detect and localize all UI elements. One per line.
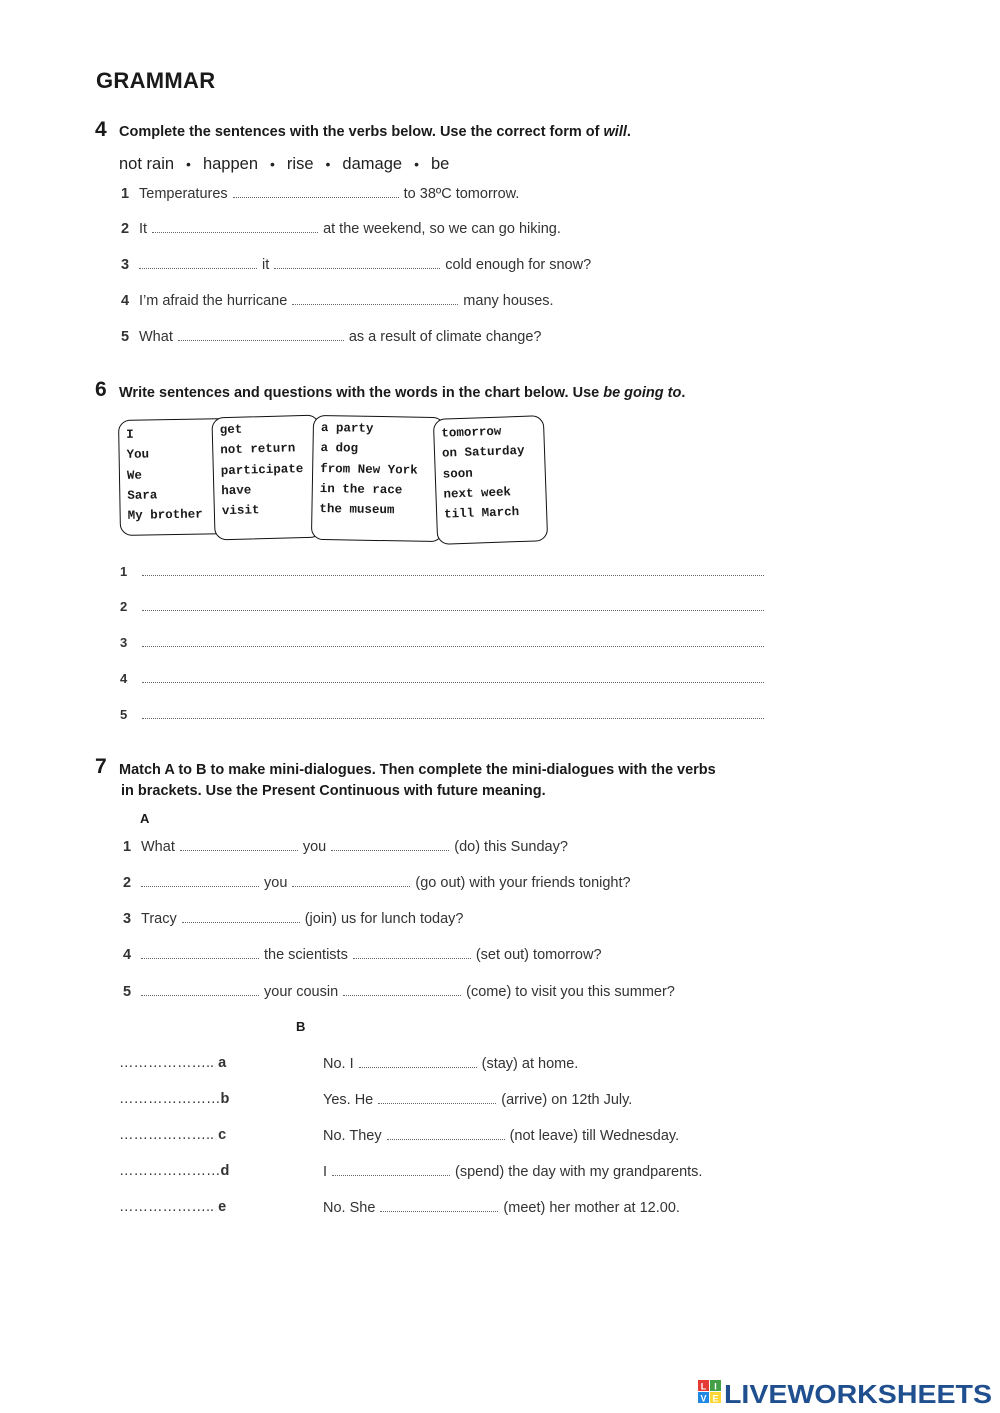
answer-blank[interactable] [141, 946, 259, 959]
liveworksheets-logo[interactable] [698, 1378, 994, 1408]
ex6-line-1: 1 [120, 563, 769, 579]
answer-blank[interactable] [343, 983, 461, 996]
answer-blank[interactable] [233, 185, 399, 198]
svg-text:L: L [700, 1381, 707, 1392]
answer-blank[interactable] [378, 1091, 496, 1104]
ex7-b-item-b: Yes. He (arrive) on 12th July. [323, 1092, 633, 1108]
column-a-label: A [140, 811, 150, 826]
answer-blank[interactable] [180, 838, 298, 851]
ex6-line-2: 2 [120, 598, 769, 614]
ex7-b-match-d[interactable]: …………………d [119, 1163, 230, 1179]
exercise-6-instruction: Write sentences and questions with the words in the chart below. Use be going to. [119, 385, 686, 401]
chart-column-subjects: I You We Sara My brother [118, 418, 232, 536]
answer-blank[interactable] [182, 910, 300, 923]
ex7-b-item-a: No. I (stay) at home. [323, 1056, 579, 1072]
ex4-item-5: 5 What as a result of climate change? [121, 329, 542, 345]
page-title: GRAMMAR [96, 68, 216, 93]
ex4-item-1: 1 Temperatures to 38ºC tomorrow. [121, 186, 520, 202]
svg-text:V: V [700, 1393, 707, 1404]
answer-blank[interactable] [292, 292, 458, 305]
answer-blank[interactable] [332, 1163, 450, 1176]
ex6-line-3: 3 [120, 634, 769, 650]
ex7-b-item-c: No. They (not leave) till Wednesday. [323, 1128, 680, 1144]
answer-line[interactable] [142, 563, 764, 576]
ex7-a-item-4: 4 the scientists (set out) tomorrow? [123, 947, 602, 963]
exercise-6-number: 6 [95, 378, 107, 401]
answer-blank[interactable] [141, 983, 259, 996]
ex4-item-4: 4 I’m afraid the hurricane many houses. [121, 293, 554, 309]
exercise-4-instruction: Complete the sentences with the verbs below. Use the correct form of will. [119, 124, 631, 140]
answer-blank[interactable] [141, 874, 259, 887]
word-bank: not rain • happen • rise • damage • be [119, 155, 450, 173]
ex7-a-item-2: 2 you (go out) with your friends tonight? [123, 875, 631, 891]
ex4-item-2: 2 It at the weekend, so we can go hiking. [121, 221, 561, 237]
ex6-line-5: 5 [120, 706, 769, 722]
ex7-a-item-5: 5 your cousin (come) to visit you this summer? [123, 984, 675, 1000]
answer-blank[interactable] [274, 256, 440, 269]
liveworksheets-mark-icon [698, 1378, 994, 1408]
answer-blank[interactable] [387, 1127, 505, 1140]
answer-line[interactable] [142, 670, 764, 683]
answer-line[interactable] [142, 598, 764, 611]
exercise-7-instruction-line1: Match A to B to make mini-dialogues. Then complete the mini-dialogues with the verbs [119, 762, 716, 778]
svg-text:LIVEWORKSHEETS: LIVEWORKSHEETS [724, 1379, 992, 1408]
ex4-item-3: 3 it cold enough for snow? [121, 257, 592, 273]
ex7-a-item-3: 3 Tracy (join) us for lunch today? [123, 911, 464, 927]
exercise-7-instruction-line2: in brackets. Use the Present Continuous with future meaning. [121, 783, 546, 799]
answer-blank[interactable] [152, 220, 318, 233]
ex7-b-match-c[interactable]: ……………….. c [119, 1127, 227, 1143]
answer-blank[interactable] [331, 838, 449, 851]
answer-blank[interactable] [380, 1199, 498, 1212]
answer-line[interactable] [142, 706, 764, 719]
svg-text:I: I [714, 1381, 717, 1392]
chart-column-objects: a party a dog from New York in the race the museum [311, 415, 445, 542]
ex7-b-item-e: No. She (meet) her mother at 12.00. [323, 1200, 680, 1216]
column-b-label: B [296, 1019, 306, 1034]
answer-blank[interactable] [139, 256, 257, 269]
ex7-b-item-d: I (spend) the day with my grandparents. [323, 1164, 703, 1180]
answer-blank[interactable] [178, 328, 344, 341]
exercise-4-number: 4 [95, 118, 107, 141]
ex7-a-item-1: 1 What you (do) this Sunday? [123, 839, 568, 855]
ex7-b-match-a[interactable]: ……………….. a [119, 1055, 227, 1071]
answer-blank[interactable] [359, 1055, 477, 1068]
ex7-b-match-e[interactable]: ……………….. e [119, 1199, 227, 1215]
answer-blank[interactable] [292, 874, 410, 887]
ex6-line-4: 4 [120, 670, 769, 686]
chart-column-time: tomorrow on Saturday soon next week till March [433, 415, 548, 545]
ex7-b-match-b[interactable]: …………………b [119, 1091, 230, 1107]
svg-text:E: E [712, 1393, 719, 1404]
exercise-7-number: 7 [95, 755, 107, 778]
answer-line[interactable] [142, 634, 764, 647]
chart-column-verbs: get not return participate have visit [211, 415, 322, 541]
answer-blank[interactable] [353, 946, 471, 959]
